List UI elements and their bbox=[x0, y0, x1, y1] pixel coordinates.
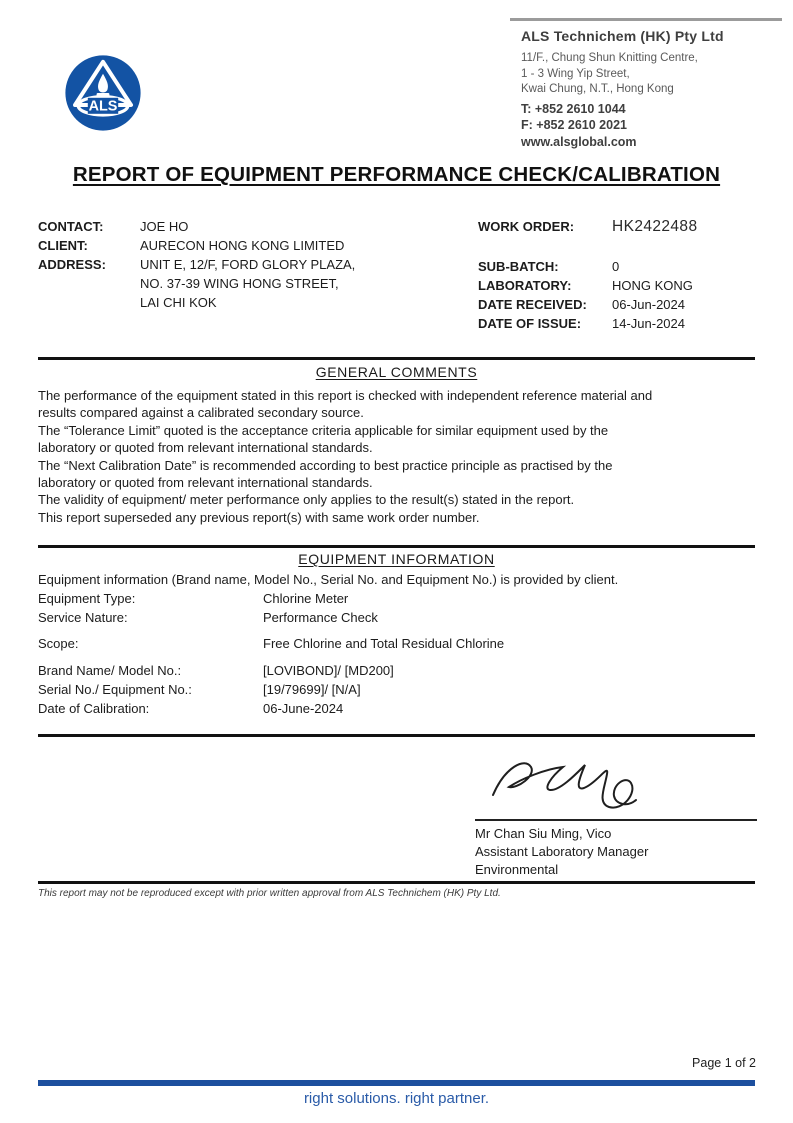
comment-line: The validity of equipment/ meter performance only applies to the result(s) stated in the report. bbox=[38, 492, 575, 508]
date-of-issue-value: 14-Jun-2024 bbox=[612, 316, 685, 331]
company-address-line: 1 - 3 Wing Yip Street, bbox=[521, 67, 630, 80]
comment-line: The “Tolerance Limit” quoted is the acceptance criteria applicable for similar equipment used by the bbox=[38, 422, 609, 438]
footer-bar bbox=[38, 1080, 755, 1086]
work-order-label: WORK ORDER: bbox=[478, 219, 575, 234]
contact-label: CONTACT: bbox=[38, 219, 104, 234]
client-value: AURECON HONG KONG LIMITED bbox=[140, 238, 345, 253]
comment-line: laboratory or quoted from relevant international standards. bbox=[38, 475, 373, 491]
equipment-row bbox=[38, 610, 378, 625]
als-logo-icon bbox=[63, 53, 143, 133]
report-title: REPORT OF EQUIPMENT PERFORMANCE CHECK/CALIBRATION bbox=[72, 163, 721, 186]
signature-icon bbox=[485, 745, 705, 817]
equipment-type-value: Chlorine Meter bbox=[263, 591, 349, 606]
client-label: CLIENT: bbox=[38, 238, 88, 253]
date-of-issue-label: DATE OF ISSUE: bbox=[478, 316, 582, 331]
serial-equipment-value: [19/79699]/ [N/A] bbox=[263, 682, 361, 697]
letterhead bbox=[510, 18, 782, 149]
als-logo bbox=[63, 53, 143, 133]
disclaimer-text: This report may not be reproduced except with prior written approval from ALS Technichem (HK) Pty Ltd. bbox=[38, 888, 501, 899]
scope-label: Scope: bbox=[38, 636, 79, 651]
section-divider bbox=[38, 357, 755, 360]
equipment-row bbox=[38, 591, 349, 606]
address-line: UNIT E, 12/F, FORD GLORY PLAZA, bbox=[140, 257, 356, 272]
equipment-row bbox=[38, 636, 505, 651]
comment-line: The performance of the equipment stated in this report is checked with independent reference material and bbox=[38, 388, 653, 403]
brand-model-value: [LOVIBOND]/ [MD200] bbox=[263, 663, 394, 678]
equipment-row bbox=[38, 663, 394, 678]
signature-block bbox=[475, 745, 757, 879]
address-line: NO. 37-39 WING HONG STREET, bbox=[140, 276, 339, 291]
signature-line bbox=[475, 819, 757, 821]
comment-line: This report superseded any previous report(s) with same work order number. bbox=[38, 509, 480, 525]
company-address-line: 11/F., Chung Shun Knitting Centre, bbox=[521, 52, 698, 64]
date-received-value: 06-Jun-2024 bbox=[612, 297, 685, 312]
laboratory-label: LABORATORY: bbox=[478, 278, 572, 293]
sub-batch-label: SUB-BATCH: bbox=[478, 259, 559, 274]
equipment-information-heading: EQUIPMENT INFORMATION bbox=[298, 551, 495, 567]
als-logo-text: ALS bbox=[88, 98, 118, 115]
address-line: LAI CHI KOK bbox=[140, 295, 217, 310]
work-order-value: HK2422488 bbox=[612, 218, 698, 235]
company-website: www.alsglobal.com bbox=[521, 134, 637, 149]
signatory-title: Assistant Laboratory Manager bbox=[475, 844, 649, 859]
general-comments-text bbox=[38, 387, 755, 526]
footer-tagline: right solutions. right partner. bbox=[303, 1090, 490, 1107]
comment-line: The “Next Calibration Date” is recommended according to best practice principle as practised by the bbox=[38, 457, 613, 473]
date-received-label: DATE RECEIVED: bbox=[478, 297, 587, 312]
section-divider bbox=[38, 881, 755, 884]
calibration-date-label: Date of Calibration: bbox=[38, 701, 150, 716]
scope-value: Free Chlorine and Total Residual Chlorine bbox=[263, 636, 505, 651]
comment-line: results compared against a calibrated secondary source. bbox=[38, 405, 364, 421]
general-comments-heading: GENERAL COMMENTS bbox=[315, 364, 478, 380]
section-divider bbox=[38, 545, 755, 548]
signatory-name: Mr Chan Siu Ming, Vico bbox=[475, 826, 612, 841]
serial-equipment-label: Serial No./ Equipment No.: bbox=[38, 682, 192, 697]
equipment-row bbox=[38, 701, 344, 716]
contact-value: JOE HO bbox=[140, 219, 189, 234]
calibration-date-value: 06-June-2024 bbox=[263, 701, 344, 716]
company-address-line: Kwai Chung, N.T., Hong Kong bbox=[521, 83, 674, 95]
comment-line: laboratory or quoted from relevant international standards. bbox=[38, 440, 373, 456]
sub-batch-value: 0 bbox=[612, 259, 620, 274]
service-nature-value: Performance Check bbox=[263, 610, 378, 625]
equipment-row bbox=[38, 682, 361, 697]
laboratory-value: HONG KONG bbox=[612, 278, 693, 293]
company-name: ALS Technichem (HK) Pty Ltd bbox=[521, 28, 724, 44]
brand-model-label: Brand Name/ Model No.: bbox=[38, 663, 182, 678]
equipment-type-label: Equipment Type: bbox=[38, 591, 136, 606]
section-divider bbox=[38, 734, 755, 737]
letterhead-divider bbox=[510, 18, 782, 21]
signatory-department: Environmental bbox=[475, 862, 559, 877]
company-tel: T: +852 2610 1044 bbox=[521, 101, 626, 116]
equipment-intro: Equipment information (Brand name, Model No., Serial No. and Equipment No.) is provided by client. bbox=[38, 572, 619, 587]
service-nature-label: Service Nature: bbox=[38, 610, 128, 625]
page-number: Page 1 of 2 bbox=[692, 1056, 756, 1070]
address-label: ADDRESS: bbox=[38, 257, 106, 272]
company-fax: F: +852 2610 2021 bbox=[521, 118, 627, 132]
